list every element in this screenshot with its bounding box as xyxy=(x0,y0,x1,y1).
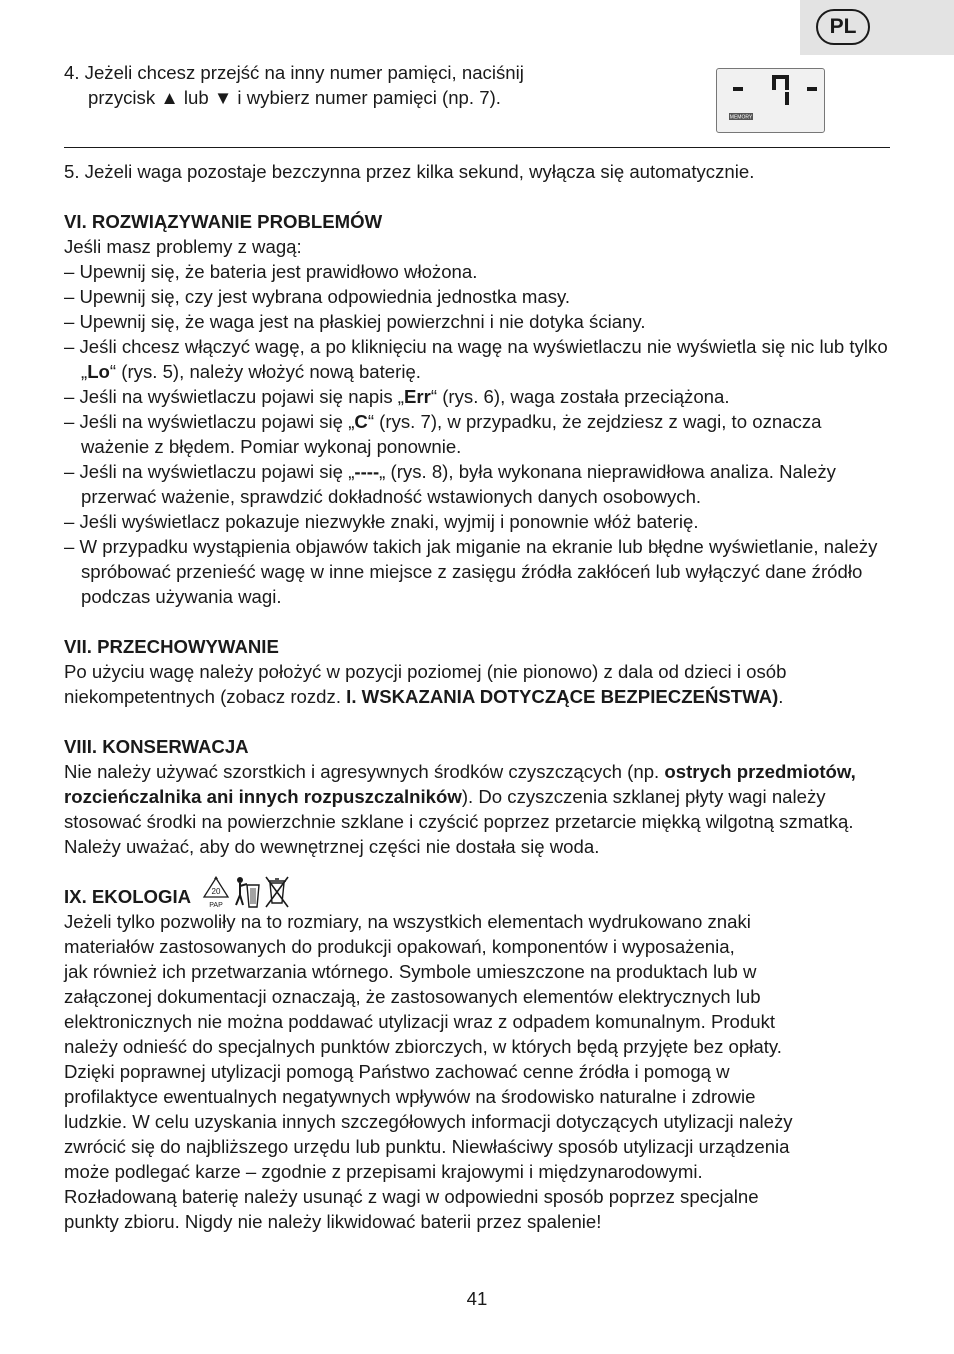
paragraph-line: Rozładowaną baterię należy usunąć z wagi w odpowiedni sposób poprzez specjalne xyxy=(64,1186,759,1207)
scale-display-illustration xyxy=(716,68,825,133)
recycle-pap-icon xyxy=(201,875,231,909)
paragraph-line: ludzkie. W celu uzyskania innych szczegółowych informacji dotyczących utylizacji należy xyxy=(64,1111,793,1132)
language-tab xyxy=(800,0,954,55)
step-5: 5. Jeżeli waga pozostaje bezczynna przez kilka sekund, wyłącza się automatycznie. xyxy=(64,161,755,182)
section-8-text: Nie należy używać szorstkich i agresywnych środków czyszczących (np. ostrych przedmiotów, rozcieńczalnika ani innych rozpuszczalników). Do czyszczenia szklanej płyty wagi należy stosować środki na powierzchnie szklane i czyścić poprzez przetarcie miękką wilgotną szmatką. Należy uważać, aby do wewnętrznej części nie dostała się woda. xyxy=(64,761,856,857)
paragraph-line: elektronicznych nie można poddawać utylizacji wraz z odpadem komunalnym. Produkt xyxy=(64,1011,776,1032)
tidyman-bin-icon xyxy=(233,875,261,909)
section-8-heading: VIII. KONSERWACJA xyxy=(64,736,249,757)
ecology-icons xyxy=(201,875,291,909)
crossed-bin-icon xyxy=(263,875,291,909)
list-item: – Jeśli na wyświetlaczu pojawi się „----„ (rys. 8), była wykonana nieprawidłowa analiza. Należy przerwać ważenie, sprawdzić dokładność wstawionych danych osobowych. xyxy=(64,461,836,507)
step-4-line-1: 4. Jeżeli chcesz przejść na inny numer pamięci, naciśnij xyxy=(64,62,524,83)
paragraph-line: Dzięki poprawnej utylizacji pomogą Państwo zachować cenne źródła i pomogą w xyxy=(64,1061,730,1082)
step-4-line-2: przycisk ▲ lub ▼ i wybierz numer pamięci (np. 7). xyxy=(88,87,501,108)
list-item: – Upewnij się, czy jest wybrana odpowiednia jednostka masy. xyxy=(64,286,571,307)
paragraph-line: zwrócić się do najbliższego urzędu lub punktu. Niewłaściwy sposób utylizacji urządzenia xyxy=(64,1136,790,1157)
section-9-heading-row xyxy=(64,873,894,909)
svg-text:PAP: PAP xyxy=(209,902,223,909)
paragraph-line: profilaktyce ewentualnych negatywnych wpływów na środowisko naturalne i zdrowie xyxy=(64,1086,756,1107)
list-item: – Upewnij się, że waga jest na płaskiej powierzchni i nie dotyka ściany. xyxy=(64,311,646,332)
page-content xyxy=(64,60,894,1234)
section-6-heading: VI. ROZWIĄZYWANIE PROBLEMÓW xyxy=(64,211,383,232)
section-7-heading: VII. PRZECHOWYWANIE xyxy=(64,636,279,657)
list-item: – Jeśli na wyświetlaczu pojawi się „C“ (rys. 7), w przypadku, że zejdziesz z wagi, to oznacza ważenie z błędem. Pomiar wykonaj ponownie. xyxy=(64,411,822,457)
paragraph-line: należy odnieść do specjalnych punktów zbiorczych, w których będą przyjęte bez opłaty. xyxy=(64,1036,782,1057)
display-digits-graphic xyxy=(717,69,824,132)
step-4 xyxy=(64,60,894,147)
section-7-text: Po użyciu wagę należy położyć w pozycji poziomej (nie pionowo) z dala od dzieci i osób niekompetentnych (zobacz rozdz. I. WSKAZANIA DOTYCZĄCE BEZPIECZEŃSTWA). xyxy=(64,661,787,707)
list-item: – Jeśli chcesz włączyć wagę, a po kliknięciu na wagę na wyświetlaczu nie wyświetla się nic lub tylko „Lo“ (rys. 5), należy włożyć nową baterię. xyxy=(64,336,888,382)
troubleshooting-list xyxy=(64,259,894,609)
section-6-intro: Jeśli masz problemy z wagą: xyxy=(64,236,302,257)
paragraph-line: Jeżeli tylko pozwoliły na to rozmiary, na wszystkich elementach wydrukowano znaki xyxy=(64,911,751,932)
paragraph-line: punkty zbioru. Nigdy nie należy likwidować baterii przez spalenie! xyxy=(64,1211,602,1232)
list-item: – Jeśli wyświetlacz pokazuje niezwykłe znaki, wyjmij i ponownie włóż baterię. xyxy=(64,511,699,532)
paragraph-line: materiałów zastosowanych do produkcji opakowań, komponentów i wyposażenia, xyxy=(64,936,735,957)
language-badge: PL xyxy=(816,9,870,45)
paragraph-line: jak również ich przetwarzania wtórnego. Symbole umieszczone na produktach lub w xyxy=(64,961,757,982)
page-number: 41 xyxy=(466,1288,488,1309)
paragraph-line: załączonej dokumentacji oznaczają, że zastosowanych elementów elektrycznych lub xyxy=(64,986,761,1007)
display-memory-label: MEMORY xyxy=(729,114,753,121)
list-item: – Jeśli na wyświetlaczu pojawi się napis „Err“ (rys. 6), waga została przeciążona. xyxy=(64,386,730,407)
paragraph-line: może podlegać karze – zgodnie z przepisami krajowymi i międzynarodowymi. xyxy=(64,1161,703,1182)
svg-text:20: 20 xyxy=(211,887,221,896)
section-9-heading: IX. EKOLOGIA xyxy=(64,886,192,907)
list-item: – W przypadku wystąpienia objawów takich jak miganie na ekranie lub błędne wyświetlanie, należy spróbować przenieść wagę w inne miejsce z zasięgu źródła zakłóceń lub wyłączyć dane źródło podczas używania wagi. xyxy=(64,536,878,607)
list-item: – Upewnij się, że bateria jest prawidłowo włożona. xyxy=(64,261,478,282)
section-9-text xyxy=(64,909,894,1234)
section-divider xyxy=(64,147,890,148)
